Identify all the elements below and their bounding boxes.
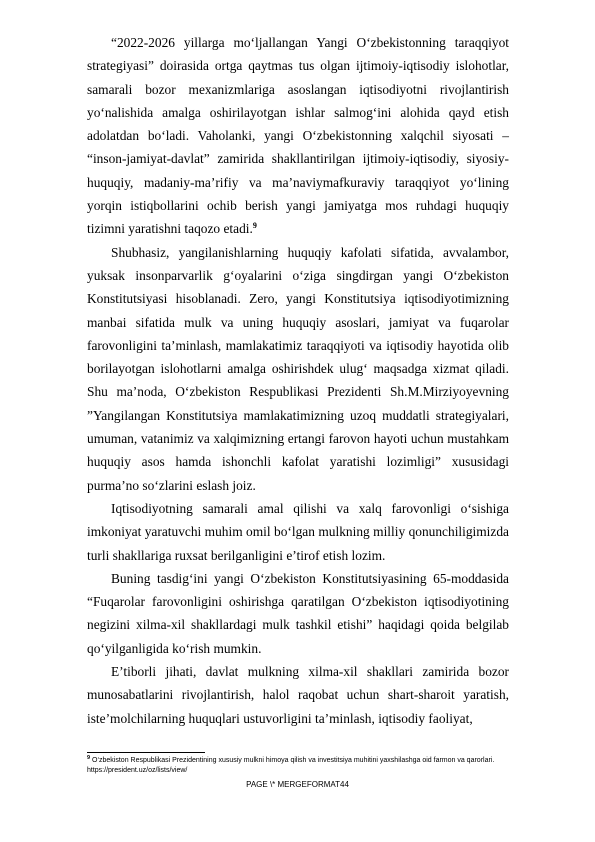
footnote-number: 9	[87, 755, 91, 761]
footnote-text: O‘zbekiston Respublikasi Prezidentining xususiy mulkni himoya qilish va investitsiya muhitini yaxshilashga oid farmon va qarorlari. https://president.uz/oz/lists/view/	[87, 757, 495, 774]
page-number-field: PAGE \* MERGEFORMAT44	[246, 780, 349, 789]
body-text	[87, 31, 509, 730]
paragraph-1	[87, 31, 509, 241]
paragraph-2: Shubhasiz, yangilanishlarning huquqiy kafolati sifatida, avvalambor, yuksak insonparvarlik g‘oyalarini o‘ziga singdirgan yangi O‘zbekiston Konstitutsiyasi hisoblanadi. Zero, yangi Konstitutsiya iqtisodiyotimizning manbai sifatida mulk va uning huquqiy asoslari, jamiyat va fuqarolar farovonligini ta’minlash, mamlakatimiz taraqqiyoti va iqtisodiy hayotida olib borilayotgan islohotlarni amalga oshirishdek ulug‘ maqsadga xizmat qiladi. Shu ma’noda, O‘zbekiston Respublikasi Prezidenti Sh.M.Mirziyoyevning ”Yangilangan Konstitutsiya mamlakatimizning uzoq muddatli strategiyalari, umuman, vatanimiz va xalqimizning ertangi farovon hayoti uchun mustahkam huquqiy asos hamda ishonchli kafolat yaratishi lozimligi” xususidagi purma’no so‘zlarini eslash joiz.	[87, 244, 509, 493]
paragraph-4: Buning tasdig‘ini yangi O‘zbekiston Konstitutsiyasining 65-moddasida “Fuqarolar farovonligini oshirishga qaratilgan O‘zbekiston iqtisodiyotining negizini xilma-xil shakllardagi mulk tashkil etishi” haqidagi qoida belgilab qo‘yilganligida ko‘rish mumkin.	[87, 570, 509, 656]
paragraph-1-text: “2022-2026 yillarga mo‘ljallangan Yangi O‘zbekistonning taraqqiyot strategiyasi” doirasida ortga qaytmas tus olgan ijtimoiy-iqtisodiy islohotlar, samarali bozor mexanizmlariga asoslangan iqtisodiyotni rivojlantirish yo‘nalishida amalga oshirilayotgan ishlar salmog‘ini alohida qayd etish adolatdan bo‘ladi. Vaholanki, yangi O‘zbekistonning xalqchil siyosati – “inson-jamiyat-davlat” zamirida shakllantirilgan ijtimoiy-iqtisodiy, siyosiy-huquqiy, madaniy-ma’rifiy va ma’naviymafkuraviy taraqqiyot yo‘lining yorqin istiqbollarini ochib berish yangi jamiyatga mos ruhdagi huquqiy tizimni yaratishni taqozo etadi.	[87, 35, 509, 237]
paragraph-3: Iqtisodiyotning samarali amal qilishi va xalq farovonligi o‘sishiga imkoniyat yaratuvchi muhim omil bo‘lgan mulkning milliy qonunchiligimizda turli shakllariga ruxsat berilganligini e’tirof etish lozim.	[87, 500, 509, 563]
paragraph-5: E’tiborli jihati, davlat mulkning xilma-xil shakllari zamirida bozor munosabatlarini rivojlantirish, halol raqobat uchun shart-sharoit yaratish, iste’molchilarning huquqlari ustuvorligini ta’minlash, iqtisodiy faoliyat,	[87, 664, 509, 726]
footnote-ref-9[interactable]: 9	[252, 221, 257, 231]
footnote-separator	[87, 752, 205, 753]
footnote	[87, 756, 517, 776]
